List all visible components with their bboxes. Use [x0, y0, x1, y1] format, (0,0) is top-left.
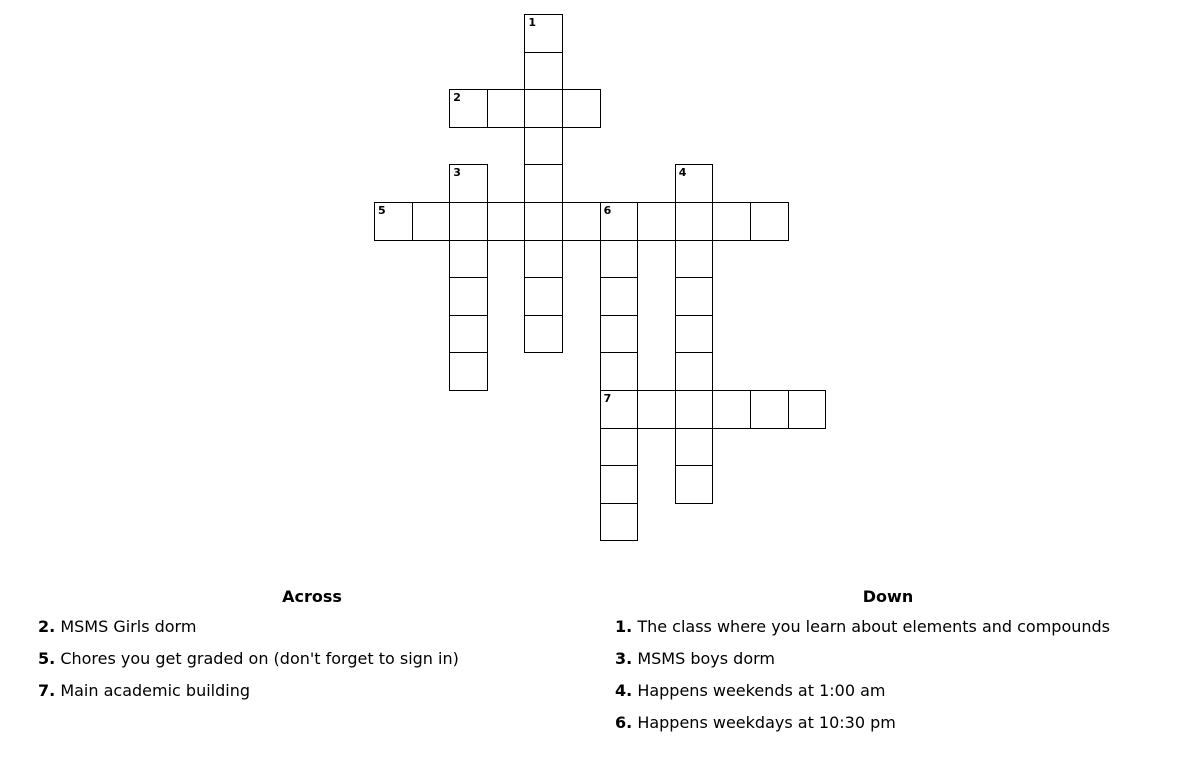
- grid-cell-r11-c6[interactable]: [600, 428, 639, 467]
- grid-cell-r7-c8[interactable]: [675, 277, 714, 316]
- grid-cell-r4-c2[interactable]: [449, 164, 488, 203]
- grid-cell-r8-c6[interactable]: [600, 315, 639, 354]
- grid-cell-r5-c1[interactable]: [412, 202, 451, 241]
- grid-cell-r5-c10[interactable]: [750, 202, 789, 241]
- clue-number: 1.: [615, 617, 633, 636]
- clue-text: Happens weekends at 1:00 am: [637, 681, 886, 700]
- across-clue-7[interactable]: [38, 681, 578, 713]
- grid-cell-r7-c4[interactable]: [524, 277, 563, 316]
- grid-cell-r8-c4[interactable]: [524, 315, 563, 354]
- grid-cell-r2-c4[interactable]: [524, 89, 563, 128]
- grid-cell-r6-c6[interactable]: [600, 240, 639, 279]
- grid-cell-r12-c6[interactable]: [600, 465, 639, 504]
- down-heading: Down: [862, 587, 914, 606]
- clue-number: 3.: [615, 649, 633, 668]
- grid-cell-r5-c7[interactable]: [637, 202, 676, 241]
- clue-text: Chores you get graded on (don't forget to sign in): [60, 649, 459, 668]
- grid-cell-r3-c4[interactable]: [524, 127, 563, 166]
- grid-cell-r5-c4[interactable]: [524, 202, 563, 241]
- grid-cell-r2-c5[interactable]: [562, 89, 601, 128]
- grid-cell-r10-c10[interactable]: [750, 390, 789, 429]
- grid-cell-r7-c6[interactable]: [600, 277, 639, 316]
- down-clue-6[interactable]: [615, 713, 1195, 745]
- across-clue-2[interactable]: [38, 617, 578, 649]
- down-clue-list: [615, 617, 1195, 745]
- grid-cell-r0-c4[interactable]: [524, 14, 563, 53]
- across-clue-5[interactable]: [38, 649, 578, 681]
- grid-cell-r10-c7[interactable]: [637, 390, 676, 429]
- cell-number: 3: [453, 166, 461, 180]
- cell-number: 2: [453, 91, 461, 105]
- clue-number: 5.: [38, 649, 56, 668]
- clue-text: MSMS Girls dorm: [60, 617, 197, 636]
- cell-number: 4: [678, 166, 687, 180]
- grid-cell-r6-c8[interactable]: [675, 240, 714, 279]
- clue-number: 4.: [615, 681, 633, 700]
- grid-cell-r8-c8[interactable]: [675, 315, 714, 354]
- grid-cell-r10-c11[interactable]: [788, 390, 827, 429]
- across-clue-list: [38, 617, 578, 713]
- grid-cell-r6-c2[interactable]: [449, 240, 488, 279]
- clue-text: Happens weekdays at 10:30 pm: [637, 713, 896, 732]
- cell-number: 1: [528, 16, 537, 29]
- cell-number: 7: [603, 392, 612, 405]
- grid-cell-r5-c2[interactable]: [449, 202, 488, 241]
- down-clue-4[interactable]: [615, 681, 1195, 713]
- clue-number: 7.: [38, 681, 56, 700]
- grid-cell-r6-c4[interactable]: [524, 240, 563, 279]
- grid-cell-r7-c2[interactable]: [449, 277, 488, 316]
- clue-text: MSMS boys dorm: [637, 649, 775, 668]
- grid-cell-r12-c8[interactable]: [675, 465, 714, 504]
- grid-cell-r9-c6[interactable]: [600, 352, 639, 391]
- cell-number: 6: [603, 204, 612, 217]
- clue-number: 2.: [38, 617, 56, 636]
- grid-cell-r11-c8[interactable]: [675, 428, 714, 467]
- grid-cell-r4-c8[interactable]: [675, 164, 714, 203]
- clue-number: 6.: [615, 713, 633, 732]
- grid-cell-r13-c6[interactable]: [600, 503, 639, 542]
- grid-cell-r9-c8[interactable]: [675, 352, 714, 391]
- grid-cell-r10-c8[interactable]: [675, 390, 714, 429]
- grid-cell-r5-c9[interactable]: [712, 202, 751, 241]
- down-clue-3[interactable]: [615, 649, 1195, 681]
- grid-cell-r10-c9[interactable]: [712, 390, 751, 429]
- cell-number: 5: [378, 204, 386, 217]
- grid-cell-r2-c3[interactable]: [487, 89, 526, 128]
- clue-text: Main academic building: [60, 681, 250, 700]
- grid-cell-r5-c5[interactable]: [562, 202, 601, 241]
- grid-cell-r2-c2[interactable]: [449, 89, 488, 128]
- clue-text: The class where you learn about elements and compounds: [637, 617, 1111, 636]
- grid-cell-r5-c0[interactable]: [374, 202, 413, 241]
- grid-cell-r9-c2[interactable]: [449, 352, 488, 391]
- grid-cell-r10-c6[interactable]: [600, 390, 639, 429]
- grid-cell-r8-c2[interactable]: [449, 315, 488, 354]
- grid-cell-r1-c4[interactable]: [524, 52, 563, 91]
- grid-cell-r4-c4[interactable]: [524, 164, 563, 203]
- grid-cell-r5-c8[interactable]: [675, 202, 714, 241]
- across-heading: Across: [282, 587, 342, 606]
- down-clue-1[interactable]: [615, 617, 1195, 649]
- grid-cell-r5-c3[interactable]: [487, 202, 526, 241]
- grid-cell-r5-c6[interactable]: [600, 202, 639, 241]
